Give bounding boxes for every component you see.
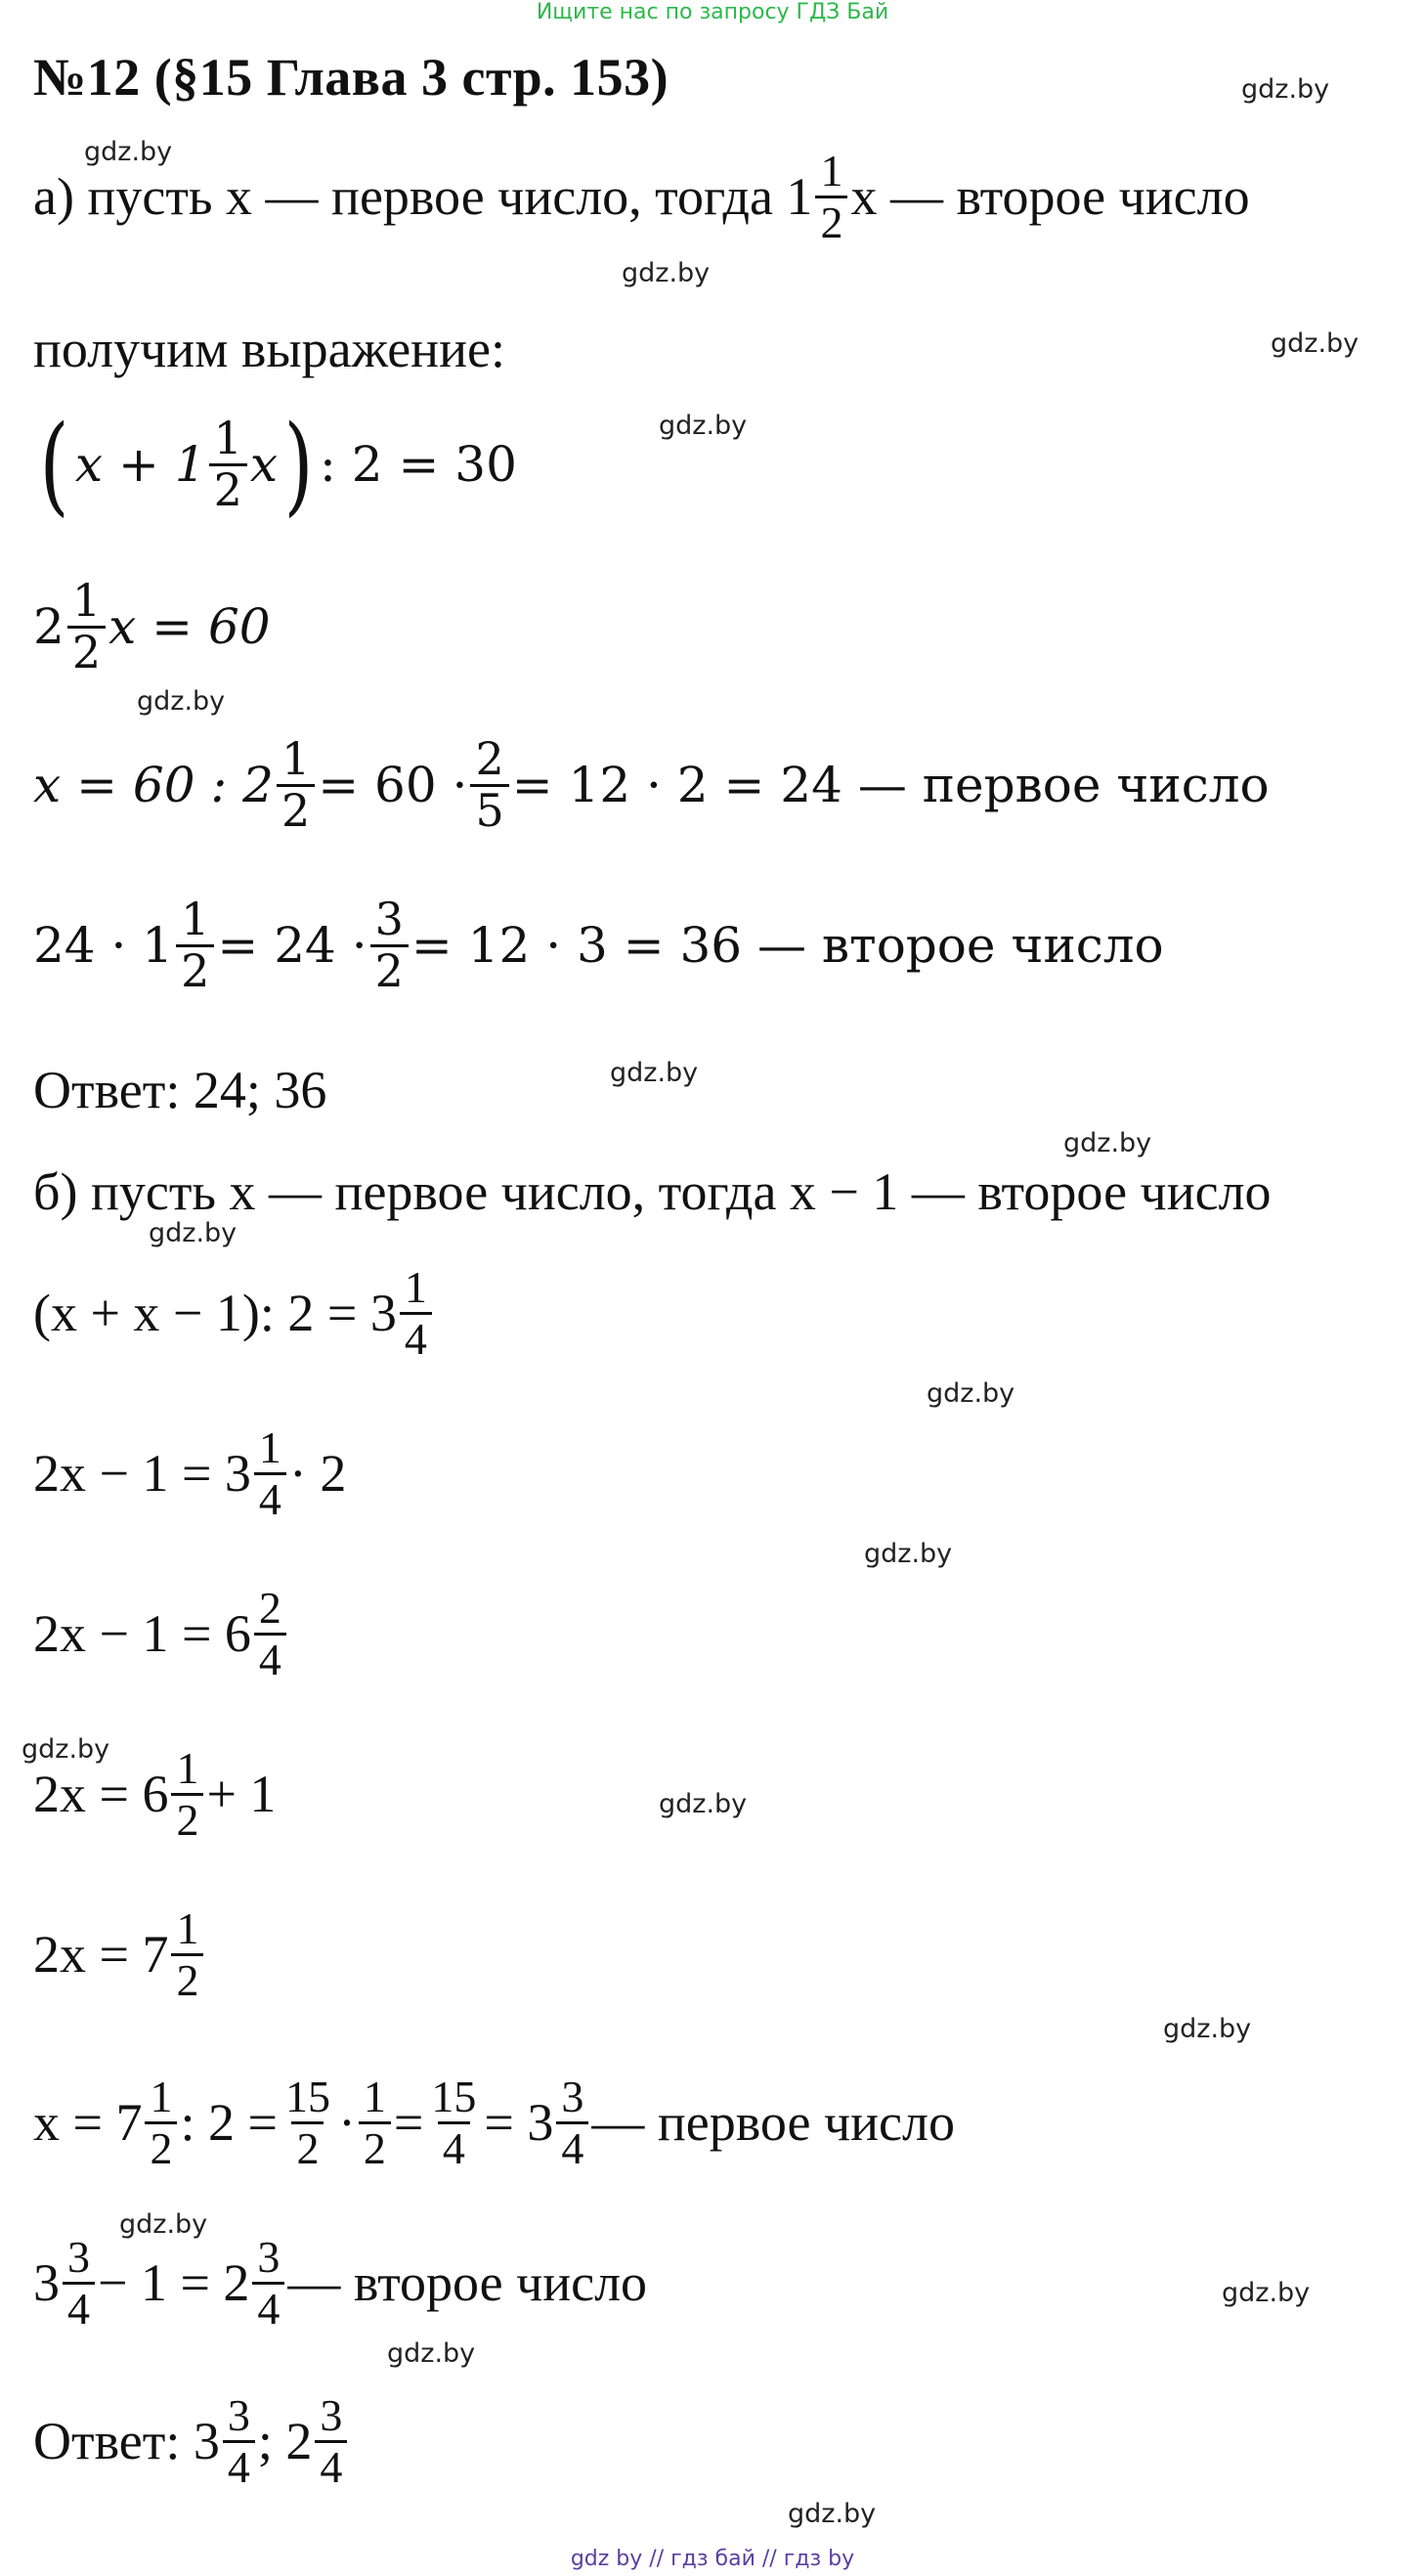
fraction: $\frac{3}{4}$ <box>315 2391 347 2491</box>
fraction: $\frac{3}{4}$ <box>223 2391 255 2491</box>
fraction: $\frac{3}{4}$ <box>252 2233 284 2333</box>
watermark: gdz.by <box>1241 74 1330 105</box>
fraction: $\frac{1}{2}$ <box>145 2073 177 2172</box>
watermark: gdz.by <box>659 411 748 441</box>
equation-b7: 3 $\frac{3}{4}$ − 1 = 2 $\frac{3}{4}$ — второе число <box>33 2232 648 2334</box>
search-banner[interactable]: Ищите нас по запросу ГДЗ Бай <box>536 0 889 24</box>
footer-links[interactable]: gdz by // гдз бай // гдз by <box>570 2547 855 2571</box>
watermark: gdz.by <box>864 1539 953 1569</box>
fraction: $\frac{1}{2}$ <box>171 1904 203 2004</box>
equation-b3: 2х − 1 = 6 $\frac{2}{4}$ <box>33 1584 289 1683</box>
fraction: $\frac{2}{4}$ <box>254 1584 286 1683</box>
page-title: №12 (§15 Глава 3 стр. 153) <box>33 48 669 107</box>
watermark: gdz.by <box>1222 2278 1311 2308</box>
watermark: gdz.by <box>788 2499 877 2529</box>
watermark: gdz.by <box>84 137 173 167</box>
part-b-statement: б) пусть х — первое число, тогда х − 1 — второе число <box>33 1162 1272 1221</box>
watermark: gdz.by <box>610 1058 699 1088</box>
equation-3: x = 60 : 2 $\frac{1}{2}$ = 60 · $\frac{2}{5}$ = 12 · 2 = 24 — первое число <box>33 732 1270 837</box>
equation-b5: 2х = 7 $\frac{1}{2}$ <box>33 1904 206 2004</box>
fraction: $\frac{1}{2}$ <box>277 735 315 835</box>
fraction: $\frac{1}{4}$ <box>400 1263 432 1363</box>
watermark: gdz.by <box>387 2338 476 2369</box>
equation-1: ( x + 1 $\frac{1}{2}$ x ) : 2 = 30 <box>39 402 517 527</box>
watermark: gdz.by <box>22 1734 110 1765</box>
fraction: $\frac{3}{4}$ <box>63 2233 95 2333</box>
equation-b1: (х + х − 1): 2 = 3 $\frac{1}{4}$ <box>33 1263 435 1363</box>
part-a-statement: а) пусть х — первое число, тогда 1 $\frac{1}{2}$ х — второе число <box>33 146 1250 247</box>
fraction: $\frac{1}{2}$ <box>67 577 106 677</box>
fraction: $\frac{2}{5}$ <box>470 735 508 835</box>
equation-b4: 2х = 6 $\frac{1}{2}$ + 1 <box>33 1743 277 1845</box>
fraction: $\frac{1}{2}$ <box>171 1744 203 1844</box>
watermark: gdz.by <box>149 1218 238 1248</box>
answer-a: Ответ: 24; 36 <box>33 1061 327 1119</box>
equation-4: 24 · 1 $\frac{1}{2}$ = 24 · $\frac{3}{2}$ = 12 · 3 = 36 — второе число <box>33 893 1164 997</box>
fraction: $\frac{1}{4}$ <box>254 1423 286 1523</box>
fraction: $\frac{1}{2}$ <box>359 2073 391 2172</box>
watermark: gdz.by <box>1063 1128 1152 1158</box>
part-a-expression-label: получим выражение: <box>33 320 505 378</box>
watermark: gdz.by <box>927 1378 1015 1409</box>
fraction: $\frac{1}{2}$ <box>815 147 847 246</box>
watermark: gdz.by <box>1271 328 1360 359</box>
equation-2: 2 $\frac{1}{2}$ x = 60 <box>33 574 271 678</box>
watermark: gdz.by <box>1163 2014 1252 2044</box>
watermark: gdz.by <box>659 1789 748 1819</box>
watermark: gdz.by <box>137 686 226 717</box>
fraction: $\frac{3}{2}$ <box>370 895 409 995</box>
equation-b6: х = 7 $\frac{1}{2}$ : 2 = $\frac{15}{2}$ · $\frac{1}{2}$ = $\frac{15}{4}$ = 3 $\frac{3}{4}$ — первое число <box>33 2072 955 2173</box>
answer-b: Ответ: 3 $\frac{3}{4}$ ; 2 $\frac{3}{4}$ <box>33 2391 350 2491</box>
watermark: gdz.by <box>119 2209 208 2240</box>
fraction: $\frac{1}{2}$ <box>209 415 247 514</box>
equation-b2: 2х − 1 = 3 $\frac{1}{4}$ · 2 <box>33 1422 347 1524</box>
fraction: $\frac{15}{4}$ <box>431 2072 477 2173</box>
fraction: $\frac{3}{4}$ <box>556 2073 588 2172</box>
watermark: gdz.by <box>622 258 711 288</box>
fraction: $\frac{1}{2}$ <box>176 895 214 995</box>
fraction: $\frac{15}{2}$ <box>284 2072 330 2173</box>
